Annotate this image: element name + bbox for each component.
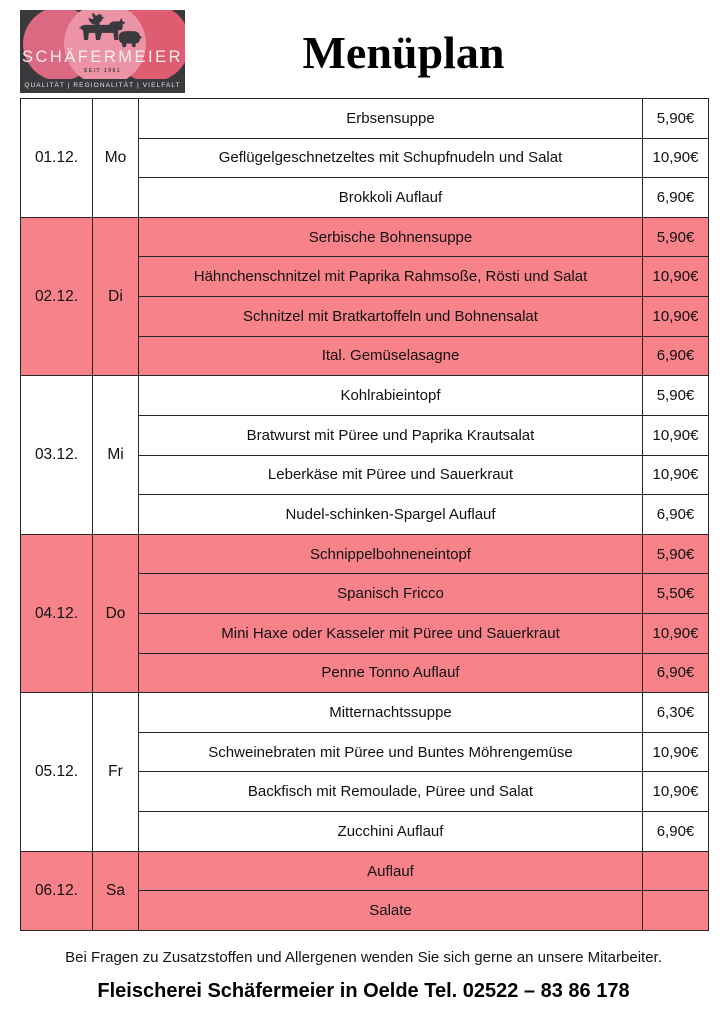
table-row <box>21 376 709 416</box>
day-cell: Sa <box>93 851 139 930</box>
dish-cell: Leberkäse mit Püree und Sauerkraut <box>139 455 643 495</box>
day-cell: Do <box>93 534 139 692</box>
day-block-tuesday <box>21 217 709 375</box>
price-cell: 5,90€ <box>643 99 709 139</box>
dish-cell: Auflauf <box>139 851 643 891</box>
brand-name: SCHÄFERMEIER <box>21 48 184 66</box>
price-cell <box>643 851 709 891</box>
dish-cell: Zucchini Auflauf <box>139 812 643 852</box>
price-cell: 10,90€ <box>643 257 709 297</box>
table-row <box>21 851 709 891</box>
dish-cell: Schnippelbohneneintopf <box>139 534 643 574</box>
dish-cell: Backfisch mit Remoulade, Püree und Salat <box>139 772 643 812</box>
page-title: Menüplan <box>302 27 505 78</box>
dish-cell: Geflügelgeschnetzeltes mit Schupfnudeln und Salat <box>139 138 643 178</box>
dish-cell: Mini Haxe oder Kasseler mit Püree und Sauerkraut <box>139 614 643 654</box>
price-cell: 5,50€ <box>643 574 709 614</box>
price-cell: 10,90€ <box>643 772 709 812</box>
price-cell: 10,90€ <box>643 415 709 455</box>
price-cell: 10,90€ <box>643 455 709 495</box>
day-block-friday <box>21 693 709 851</box>
date-cell: 05.12. <box>21 693 93 851</box>
price-cell: 6,90€ <box>643 812 709 852</box>
price-cell: 6,90€ <box>643 178 709 218</box>
dish-cell: Erbsensuppe <box>139 99 643 139</box>
dish-cell: Mitternachtssuppe <box>139 693 643 733</box>
price-cell: 5,90€ <box>643 534 709 574</box>
table-row <box>21 217 709 257</box>
day-block-saturday <box>21 851 709 930</box>
day-cell: Mi <box>93 376 139 534</box>
menu-table <box>20 98 709 931</box>
day-block-thursday <box>21 534 709 692</box>
price-cell: 6,90€ <box>643 653 709 693</box>
dish-cell: Schweinebraten mit Püree und Buntes Möhrengemüse <box>139 732 643 772</box>
price-cell: 10,90€ <box>643 614 709 654</box>
day-cell: Di <box>93 217 139 375</box>
dish-cell: Ital. Gemüselasagne <box>139 336 643 376</box>
table-row <box>21 99 709 139</box>
allergen-note: Bei Fragen zu Zusatzstoffen und Allergenen wenden Sie sich gerne an unsere Mitarbeiter. <box>65 949 662 966</box>
day-block-wednesday <box>21 376 709 534</box>
day-cell: Mo <box>93 99 139 218</box>
brand-established: SEIT 1961 <box>83 68 122 74</box>
date-cell: 01.12. <box>21 99 93 218</box>
dish-cell: Penne Tonno Auflauf <box>139 653 643 693</box>
date-cell: 04.12. <box>21 534 93 692</box>
price-cell: 6,90€ <box>643 495 709 535</box>
date-cell: 03.12. <box>21 376 93 534</box>
price-cell: 10,90€ <box>643 732 709 772</box>
date-cell: 02.12. <box>21 217 93 375</box>
dish-cell: Bratwurst mit Püree und Paprika Krautsalat <box>139 415 643 455</box>
table-row <box>21 693 709 733</box>
dish-cell: Schnitzel mit Bratkartoffeln und Bohnensalat <box>139 297 643 337</box>
dish-cell: Salate <box>139 891 643 931</box>
dish-cell: Brokkoli Auflauf <box>139 178 643 218</box>
price-cell: 10,90€ <box>643 138 709 178</box>
brand-tagline-strip <box>20 79 185 93</box>
price-cell <box>643 891 709 931</box>
price-cell: 5,90€ <box>643 217 709 257</box>
dish-cell: Serbische Bohnensuppe <box>139 217 643 257</box>
price-cell: 10,90€ <box>643 297 709 337</box>
dish-cell: Nudel-schinken-Spargel Auflauf <box>139 495 643 535</box>
brand-tagline: QUALITÄT | REGIONALITÄT | VIELFALT <box>24 82 181 89</box>
price-cell: 6,90€ <box>643 336 709 376</box>
day-cell: Fr <box>93 693 139 851</box>
date-cell: 06.12. <box>21 851 93 930</box>
dish-cell: Hähnchenschnitzel mit Paprika Rahmsoße, Rösti und Salat <box>139 257 643 297</box>
contact-line: Fleischerei Schäfermeier in Oelde Tel. 02522 – 83 86 178 <box>97 980 630 1002</box>
dish-cell: Spanisch Fricco <box>139 574 643 614</box>
price-cell: 5,90€ <box>643 376 709 416</box>
price-cell: 6,30€ <box>643 693 709 733</box>
day-block-monday <box>21 99 709 218</box>
table-row <box>21 534 709 574</box>
dish-cell: Kohlrabieintopf <box>139 376 643 416</box>
